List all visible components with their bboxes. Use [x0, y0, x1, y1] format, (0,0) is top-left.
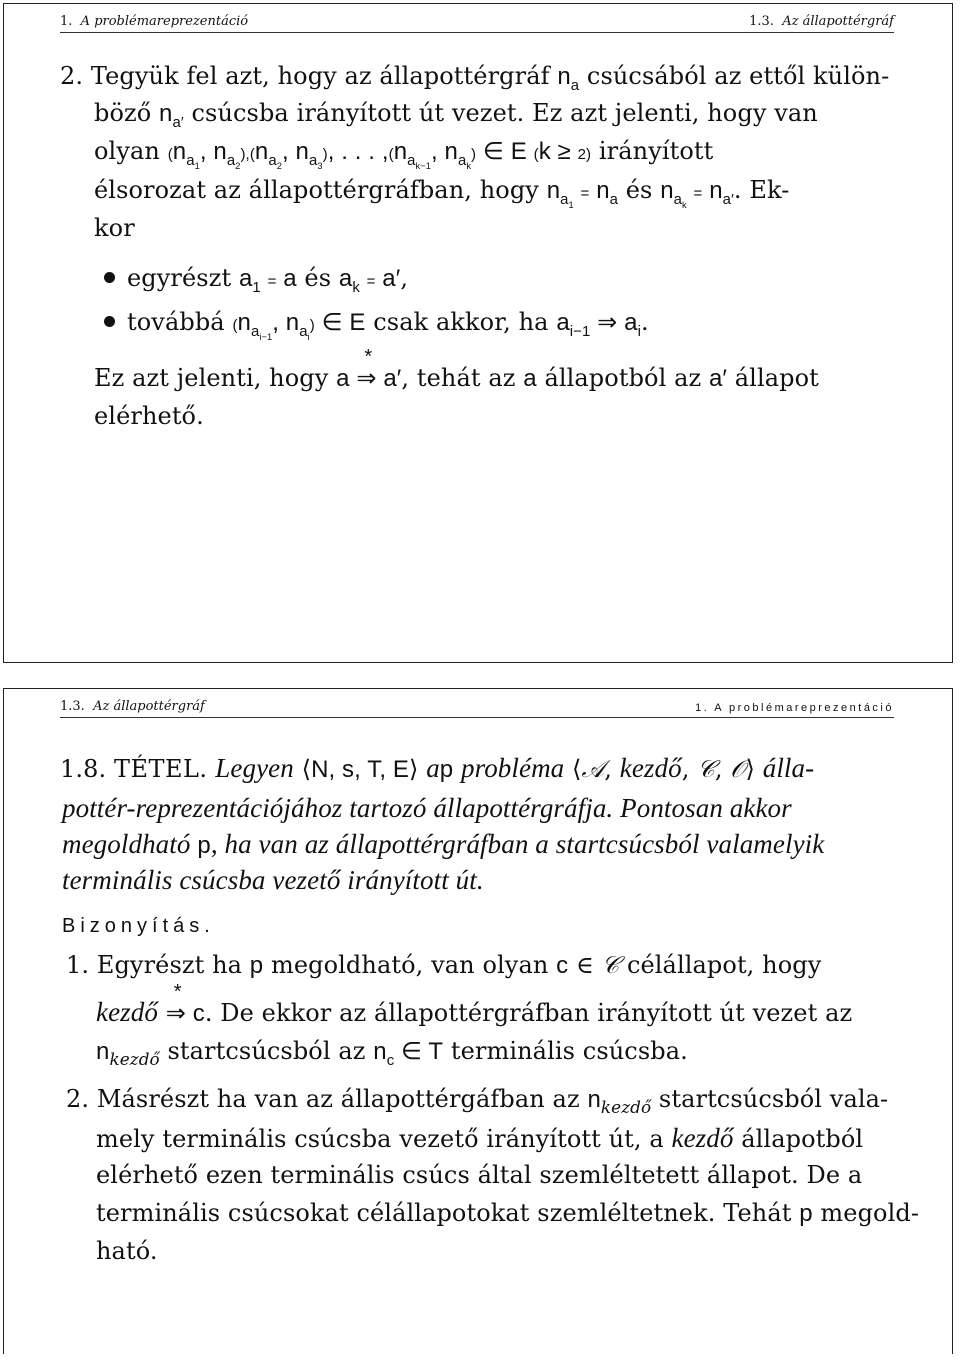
- item-2-line-3: olyan ($n_{a_1}$, $n_{a_2}),(n_{a_2}$, $n_{a_3}$), . . . $,(n_{a_{k-1}}$, $n_{a_k}$) ∈ E (k ≥ 2) irányított: [94, 137, 714, 171]
- header-left-number: 1.3.: [60, 699, 85, 714]
- conclusion-line-2: elérhető.: [94, 402, 204, 430]
- bullet-1: egyrészt $a_1 = a$ és $a_k = a'$,: [104, 264, 408, 293]
- proof-1-line-2: kezdő * ⇒ c. De ekkor az állapottérgráfban irányított út vezet az: [96, 981, 853, 1027]
- bullet-icon: [104, 272, 115, 283]
- item-2-line-4: élsorozat az állapottérgráfban, hogy $n_{a_1} = n_a$ és $n_{a_k} = n_{a'}$. Ek-: [94, 176, 790, 210]
- theorem-line-3: megoldható p, ha van az állapottérgráfban a startcsúcsból valamelyik: [62, 829, 825, 859]
- proof-1-line-3: $n_{kezdő}$ startcsúcsból az $n_c$ ∈ T terminális csúcsba.: [96, 1037, 688, 1069]
- header-right-title: 1. A problémareprezentáció: [695, 702, 894, 714]
- theorem-line-2: pottér-reprezentációjához tartozó állapottérgráfja. Pontosan akkor: [62, 793, 792, 823]
- header-right-number: 1.3.: [749, 14, 774, 29]
- slide-2-header: [60, 699, 894, 718]
- item-2-line-5: kor: [94, 214, 135, 242]
- proof-1-line-1: 1. Egyrészt ha p megoldható, van olyan c ∈ 𝒞 célállapot, hogy: [66, 951, 822, 979]
- theorem-line-4: terminális csúcsba vezető irányított út.: [62, 865, 484, 895]
- proof-label: Bizonyítás.: [62, 915, 215, 937]
- proof-2-line-5: ható.: [96, 1237, 158, 1265]
- header-left-title: Az állapottérgráf: [93, 699, 205, 714]
- slide-1: [3, 3, 953, 663]
- conclusion-line-1: Ez azt jelenti, hogy a * ⇒ a′, tehát az a állapotból az a′ állapot: [94, 346, 819, 392]
- item-2-line-1: 2. Tegyük fel azt, hogy az állapottérgráf $n_a$ csúcsából az ettől külön-: [60, 62, 890, 94]
- header-left-title: A problémareprezentáció: [80, 14, 249, 29]
- slide-1-header: [60, 14, 894, 33]
- proof-2-line-2: mely terminális csúcsba vezető irányított út, a kezdő állapotból: [96, 1123, 864, 1153]
- bullet-icon: [104, 316, 115, 327]
- header-right-title: Az állapottérgráf: [782, 14, 894, 29]
- proof-2-line-1: 2. Másrészt ha van az állapottérgáfban az $n_{kezdő}$ startcsúcsból vala-: [66, 1085, 889, 1117]
- theorem-line-1: 1.8. TÉTEL. Legyen ⟨N, s, T, E⟩ ap probléma ⟨𝒜, kezdő, 𝒞, 𝒪⟩ álla-: [60, 753, 815, 783]
- proof-2-line-4: terminális csúcsokat célállapotokat szemléltetnek. Tehát p megold-: [96, 1199, 920, 1227]
- item-2-line-2: böző $n_{a'}$ csúcsba irányított út vezet. Ez azt jelenti, hogy van: [94, 99, 818, 131]
- header-left-number: 1.: [60, 14, 73, 29]
- slide-2: [3, 688, 953, 1354]
- proof-2-line-3: elérhető ezen terminális csúcs által szemléltetett állapot. De a: [96, 1161, 863, 1189]
- bullet-2: továbbá ($n_{a_{i-1}}$, $n_{a_i}$) ∈ E csak akkor, ha $a_{i-1}$ ⇒ $a_i$.: [104, 308, 649, 337]
